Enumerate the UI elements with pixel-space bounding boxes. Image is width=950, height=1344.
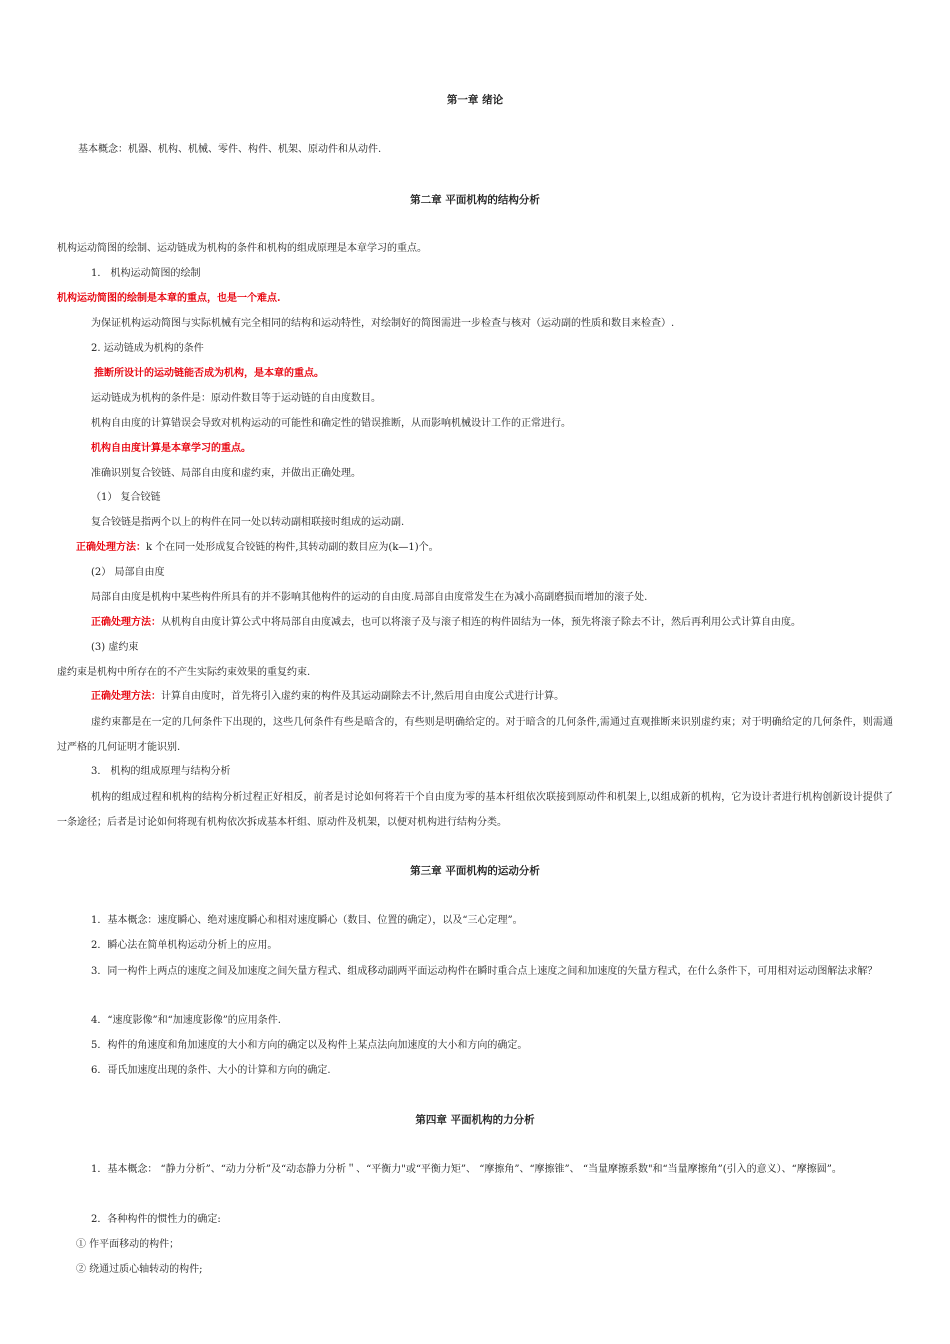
list-item: ① 作平面移动的构件； xyxy=(76,1239,180,1250)
highlight-text: 机构运动简图的绘制是本章的重点，也是一个难点. xyxy=(57,293,281,304)
paragraph: 机构的组成过程和机构的结构分析过程正好相反，前者是讨论如何将若干个自由度为零的基本杆组依次联接到原动件和机架上,以组成新的机构，它为设计者进行机构创新设计提供了一条途径；后者是讨论如何将现有机构依次拆成基本杆组、原动件及机架，以便对机构进行结构分类。 xyxy=(57,792,893,828)
list-item: ② 绕通过质心轴转动的构件; xyxy=(76,1264,203,1275)
paragraph: 虚约束是机构中所存在的不产生实际约束效果的重复约束. xyxy=(57,667,311,678)
list-item: 2．各种构件的惯性力的确定: xyxy=(91,1214,221,1225)
subsection-heading: （1） 复合铰链 xyxy=(91,492,161,503)
paragraph: 准确识别复合铰链、局部自由度和虚约束，并做出正确处理。 xyxy=(91,468,361,479)
paragraph: 基本概念：机器、机构、机械、零件、构件、机架、原动件和从动件. xyxy=(78,144,382,155)
chapter3-title: 第三章 平面机构的运动分析 xyxy=(410,865,540,877)
paragraph xyxy=(91,690,564,704)
chapter1-title: 第一章 绪论 xyxy=(446,94,504,106)
section-heading: 1． 机构运动简图的绘制 xyxy=(91,268,201,279)
paragraph: 为保证机构运动简图与实际机械有完全相同的结构和运动特性，对绘制好的简图需进一步检查与核对（运动副的性质和数目来检查）. xyxy=(91,318,675,329)
paragraph xyxy=(76,541,439,555)
list-item: 1．基本概念：速度瞬心、绝对速度瞬心和相对速度瞬心（数目、位置的确定），以及“三心定理”。 xyxy=(91,915,523,926)
method-text: 从机构自由度计算公式中将局部自由度减去，也可以将滚子及与滚子相连的构件固结为一体，预先将滚子除去不计，然后再利用公式计算自由度。 xyxy=(161,617,801,628)
list-item: 2．瞬心法在简单机构运动分析上的应用。 xyxy=(91,940,278,951)
section-heading: 2. 运动链成为机构的条件 xyxy=(91,343,204,354)
paragraph: 机构运动简图的绘制、运动链成为机构的条件和机构的组成原理是本章学习的重点。 xyxy=(57,243,427,254)
list-item: 1．基本概念： “静力分析”、“动力分析”及“动态静力分析＂、“平衡力"或“平衡力矩”、 “摩擦角”、“摩擦锥”、 “当量摩擦系数"和“当量摩擦角”(引入的意义）、“摩擦圆”。 xyxy=(91,1164,842,1175)
list-item: 3．同一构件上两点的速度之间及加速度之间矢量方程式、组成移动副两平面运动构件在瞬时重合点上速度之间和加速度的矢量方程式，在什么条件下，可用相对运动图解法求解？ xyxy=(91,966,878,977)
paragraph xyxy=(91,616,801,630)
chapter4-title: 第四章 平面机构的力分析 xyxy=(415,1114,535,1126)
paragraph: 局部自由度是机构中某些构件所具有的并不影响其他构件的运动的自由度.局部自由度常发生在为减小高副磨损而增加的滚子处. xyxy=(91,592,648,603)
chapter2-title: 第二章 平面机构的结构分析 xyxy=(410,194,540,206)
list-item: 6．哥氏加速度出现的条件、大小的计算和方向的确定. xyxy=(91,1065,331,1076)
subsection-heading: (2） 局部自由度 xyxy=(91,567,165,578)
method-label: 正确处理方法： xyxy=(91,691,161,702)
paragraph: 运动链成为机构的条件是：原动件数目等于运动链的自由度数目。 xyxy=(91,393,381,404)
section-heading: 3． 机构的组成原理与结构分析 xyxy=(91,766,231,777)
method-label: 正确处理方法： xyxy=(91,617,161,628)
highlight-text: 推断所设计的运动链能否成为机构，是本章的重点。 xyxy=(94,368,324,379)
method-label: 正确处理方法： xyxy=(76,542,146,553)
list-item: 4．“速度影像”和“加速度影像”的应用条件. xyxy=(91,1015,281,1026)
paragraph: 复合铰链是指两个以上的构件在同一处以转动副相联接时组成的运动副. xyxy=(91,517,405,528)
paragraph: 虚约束都是在一定的几何条件下出现的，这些几何条件有些是暗含的，有些则是明确给定的。对于暗含的几何条件,需通过直观推断来识别虚约束；对于明确给定的几何条件，则需通过严格的几何证明才能识别. xyxy=(57,717,893,753)
subsection-heading: (3) 虚约束 xyxy=(91,642,139,653)
method-text: 计算自由度时，首先将引入虚约束的构件及其运动副除去不计,然后用自由度公式进行计算。 xyxy=(161,691,565,702)
highlight-text: 机构自由度计算是本章学习的重点。 xyxy=(91,443,251,454)
paragraph: 机构自由度的计算错误会导致对机构运动的可能性和确定性的错误推断，从而影响机械设计工作的正常进行。 xyxy=(91,418,571,429)
list-item: 5．构件的角速度和角加速度的大小和方向的确定以及构件上某点法向加速度的大小和方向的确定。 xyxy=(91,1040,528,1051)
method-text: k 个在同一处形成复合铰链的构件,其转动副的数目应为(k—1)个。 xyxy=(146,542,439,553)
